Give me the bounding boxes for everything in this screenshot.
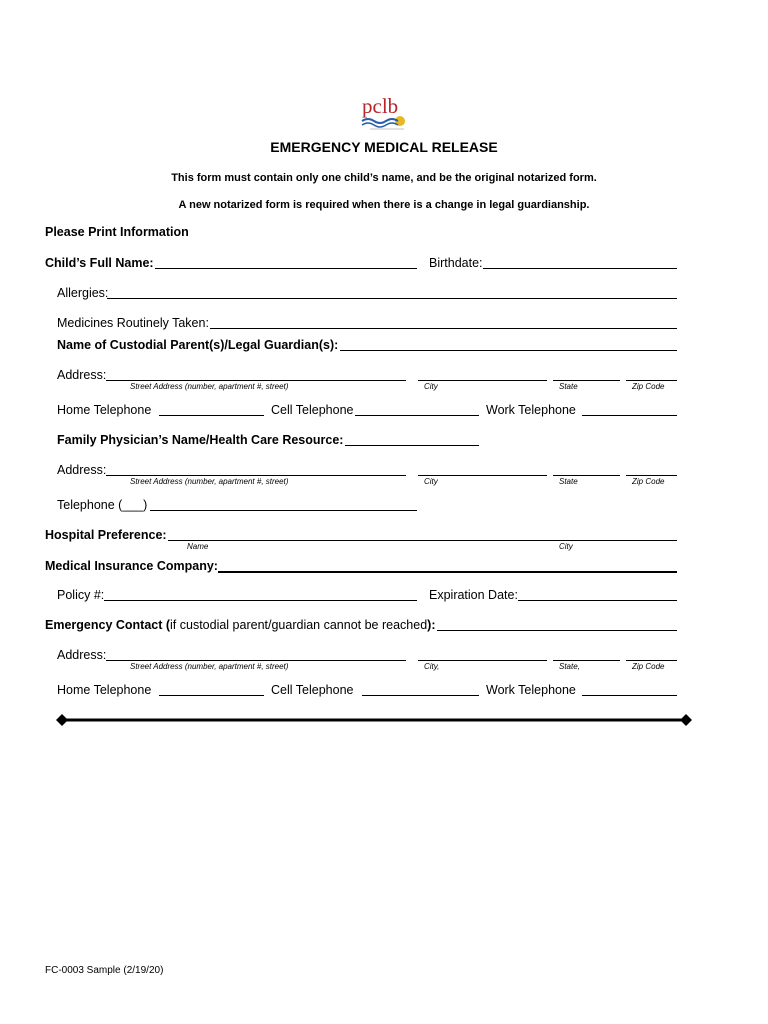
emergency-zip-line[interactable] [626, 660, 677, 661]
insurance-label: Medical Insurance Company: [45, 559, 218, 573]
expiration-line[interactable] [518, 600, 677, 601]
child-name-line[interactable] [155, 268, 417, 269]
emergency-contact-note: if custodial parent/guardian cannot be reached [170, 618, 428, 632]
pclb-logo [360, 94, 414, 132]
state-caption: State [559, 382, 578, 391]
medicines-label: Medicines Routinely Taken: [57, 316, 209, 330]
physician-street-line[interactable] [106, 475, 406, 476]
street-caption: Street Address (number, apartment #, street) [130, 382, 289, 391]
emergency-contact-end: ): [427, 618, 436, 632]
cell-telephone-line[interactable] [355, 415, 479, 416]
physician-label: Family Physician’s Name/Health Care Resource: [57, 433, 344, 447]
allergies-label: Allergies: [57, 286, 109, 300]
address-city-line[interactable] [418, 380, 547, 381]
hospital-label: Hospital Preference: [45, 528, 167, 542]
hospital-name-caption: Name [187, 542, 209, 551]
emergency-cell-telephone-line[interactable] [362, 695, 479, 696]
policy-line[interactable] [104, 600, 417, 601]
hospital-line[interactable] [168, 540, 677, 541]
hospital-city-caption: City [559, 542, 573, 551]
emergency-work-telephone-line[interactable] [582, 695, 677, 696]
emergency-contact-line[interactable] [437, 630, 677, 631]
cell-telephone-label: Cell Telephone [271, 403, 354, 417]
physician-telephone-label: Telephone (___) [57, 498, 148, 512]
physician-city-caption: City [424, 477, 438, 486]
emergency-street-line[interactable] [106, 660, 406, 661]
physician-address-label: Address: [57, 463, 107, 477]
emergency-state-line[interactable] [553, 660, 620, 661]
address-label: Address: [57, 368, 107, 382]
emergency-contact-label [45, 618, 435, 632]
emergency-cell-telephone-label: Cell Telephone [271, 683, 354, 697]
home-telephone-label: Home Telephone [57, 403, 152, 417]
physician-state-caption: State [559, 477, 578, 486]
logo-text: pclb [362, 94, 399, 118]
city-caption: City [424, 382, 438, 391]
child-name-label: Child’s Full Name: [45, 256, 154, 270]
birthdate-line[interactable] [483, 268, 677, 269]
physician-telephone-line[interactable] [150, 510, 417, 511]
expiration-label: Expiration Date: [429, 588, 518, 602]
notice-guardianship: A new notarized form is required when there is a change in legal guardianship. [178, 199, 590, 211]
physician-line[interactable] [345, 445, 479, 446]
physician-street-caption: Street Address (number, apartment #, street) [130, 477, 289, 486]
print-info-heading: Please Print Information [45, 225, 189, 239]
emergency-state-caption: State, [559, 662, 580, 671]
physician-city-line[interactable] [418, 475, 547, 476]
guardian-line[interactable] [340, 350, 677, 351]
policy-label: Policy #: [57, 588, 105, 602]
physician-zip-line[interactable] [626, 475, 677, 476]
insurance-line[interactable] [218, 571, 677, 573]
home-telephone-line[interactable] [159, 415, 264, 416]
form-title: EMERGENCY MEDICAL RELEASE [270, 139, 498, 155]
section-divider [56, 713, 692, 727]
medicines-line[interactable] [210, 328, 677, 329]
allergies-line[interactable] [107, 298, 677, 299]
address-zip-line[interactable] [626, 380, 677, 381]
address-state-line[interactable] [553, 380, 620, 381]
birthdate-label: Birthdate: [429, 256, 483, 270]
emergency-address-label: Address: [57, 648, 107, 662]
physician-zip-caption: Zip Code [632, 477, 665, 486]
emergency-contact-bold: Emergency Contact ( [45, 618, 171, 632]
emergency-zip-caption: Zip Code [632, 662, 665, 671]
emergency-home-telephone-line[interactable] [159, 695, 264, 696]
address-street-line[interactable] [106, 380, 406, 381]
guardian-label: Name of Custodial Parent(s)/Legal Guardian(s): [57, 338, 339, 352]
work-telephone-label: Work Telephone [486, 403, 576, 417]
emergency-city-caption: City, [424, 662, 440, 671]
emergency-street-caption: Street Address (number, apartment #, street) [130, 662, 289, 671]
emergency-work-telephone-label: Work Telephone [486, 683, 576, 697]
zip-caption: Zip Code [632, 382, 665, 391]
notice-one-child: This form must contain only one child’s name, and be the original notarized form. [171, 172, 597, 184]
form-code-footer: FC-0003 Sample (2/19/20) [45, 965, 164, 976]
physician-state-line[interactable] [553, 475, 620, 476]
logo-wave-icon [360, 112, 414, 132]
work-telephone-line[interactable] [582, 415, 677, 416]
emergency-city-line[interactable] [418, 660, 547, 661]
emergency-home-telephone-label: Home Telephone [57, 683, 152, 697]
